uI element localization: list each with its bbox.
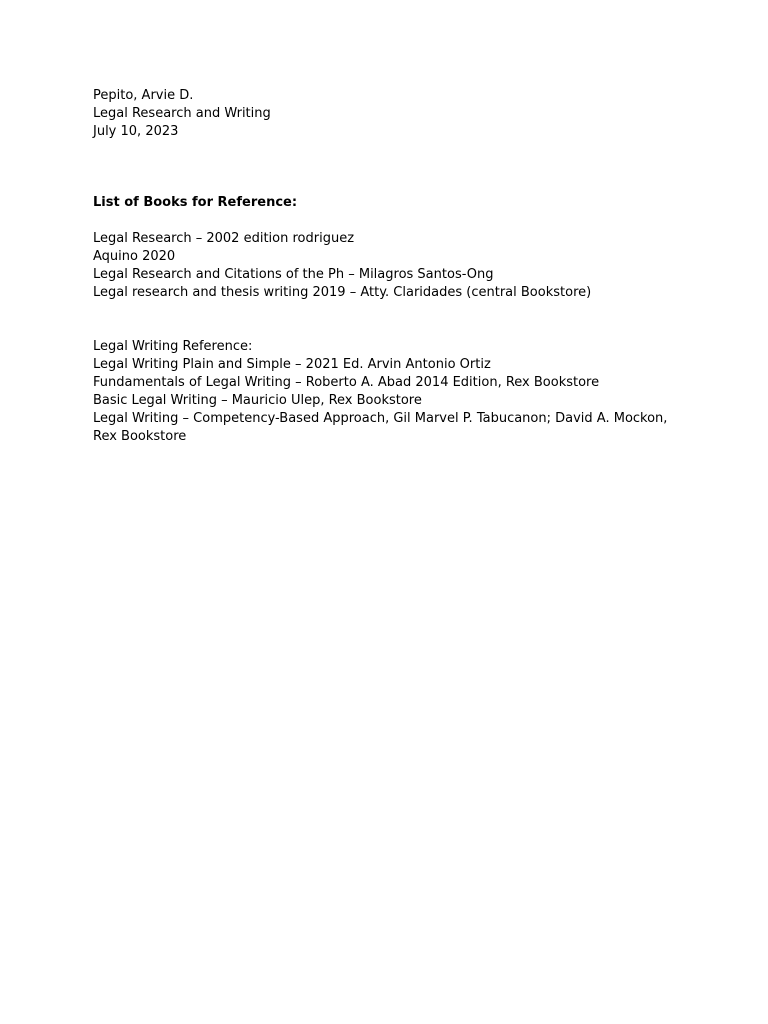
spacer <box>93 302 693 338</box>
author-name: Pepito, Arvie D. <box>93 88 194 103</box>
writing-item: Legal Writing – Competency-Based Approach, Gil Marvel P. Tabucanon; David A. Mockon, <box>93 411 668 426</box>
course-title: Legal Research and Writing <box>93 106 271 121</box>
spacer <box>93 141 693 194</box>
document-date: July 10, 2023 <box>93 124 179 139</box>
research-item: Legal research and thesis writing 2019 – Atty. Claridades (central Bookstore) <box>93 285 592 300</box>
writing-heading: Legal Writing Reference: <box>93 339 253 354</box>
writing-item: Fundamentals of Legal Writing – Roberto A. Abad 2014 Edition, Rex Bookstore <box>93 375 600 390</box>
research-item: Legal Research and Citations of the Ph – Milagros Santos-Ong <box>93 267 494 282</box>
research-item: Legal Research – 2002 edition rodriguez <box>93 231 355 246</box>
writing-item: Rex Bookstore <box>93 429 187 444</box>
writing-item: Basic Legal Writing – Mauricio Ulep, Rex Bookstore <box>93 393 422 408</box>
research-heading: List of Books for Reference: <box>93 195 298 210</box>
writing-item: Legal Writing Plain and Simple – 2021 Ed. Arvin Antonio Ortiz <box>93 357 491 372</box>
document-body <box>93 87 693 446</box>
research-item: Aquino 2020 <box>93 249 176 264</box>
spacer <box>93 212 693 230</box>
